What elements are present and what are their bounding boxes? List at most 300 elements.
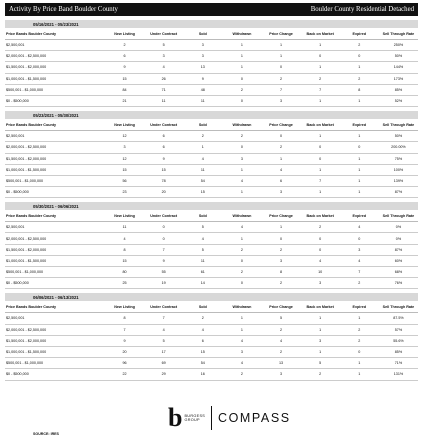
table-cell: 0 [340,346,379,357]
price-band-cell: $500,001 - $1,000,000 [5,358,105,369]
table-cell: 1 [222,51,261,62]
table-cell: 4 [222,222,261,233]
table-cell: 2 [105,40,144,51]
table-cell: 5 [183,244,222,255]
table-cell: 4 [183,324,222,335]
compass-logo: COMPASS [217,411,291,425]
table-cell: 9 [105,335,144,346]
logo-divider [211,406,212,430]
table-cell: 29 [144,369,183,380]
table-row [5,335,418,346]
table-cell: 13 [262,358,301,369]
group-line: GROUP [184,418,200,422]
table-cell: 10 [301,267,340,278]
table-cell: 1 [301,164,340,175]
table-cell: 1 [222,233,261,244]
column-header: Withdrawn [222,210,261,222]
table-row [5,164,418,175]
price-band-section [5,20,418,107]
table-cell: 1 [222,40,261,51]
table-cell: 19 [144,278,183,289]
table-cell: 3 [105,142,144,153]
price-band-cell: $2,500,001 [5,313,105,324]
table-cell: 4 [222,358,261,369]
table-cell: 69 [144,358,183,369]
table-cell: 1 [340,358,379,369]
table-cell: 4 [144,62,183,73]
table-cell: 50% [379,51,418,62]
table-cell: 4 [105,233,144,244]
column-header: Sell Through Rate [379,119,418,131]
table-cell: 100% [379,164,418,175]
table-cell: 15 [183,346,222,357]
price-band-cell: $1,500,001 - $2,000,000 [5,62,105,73]
column-header: Under Contract [144,301,183,313]
table-cell: 0 [222,255,261,266]
section-date-range: 05/23/2021 - 05/30/2021 [5,111,418,119]
table-cell: 16 [183,369,222,380]
table-cell: 20 [105,346,144,357]
table-cell: 4 [183,153,222,164]
table-cell: 2 [183,131,222,142]
price-band-cell: $1,000,001 - $1,500,000 [5,255,105,266]
table-cell: 0 [144,233,183,244]
table-cell: 17 [144,346,183,357]
table-cell: 2 [262,324,301,335]
table-cell: 4 [262,335,301,346]
brand-logo [168,400,298,436]
table-row [5,222,418,233]
table-cell: 71% [379,358,418,369]
source-note: SOURCE: IRES [33,432,59,436]
table-cell: 1 [301,313,340,324]
price-band-cell: $0 - $500,000 [5,187,105,198]
table-cell: 1 [340,153,379,164]
table-cell: 5 [301,358,340,369]
column-header: New Listing [105,301,144,313]
column-header: Sell Through Rate [379,301,418,313]
table-cell: 14 [183,278,222,289]
price-band-cell: $2,000,001 - $2,500,000 [5,142,105,153]
column-header: Withdrawn [222,28,261,40]
table-cell: 3 [262,369,301,380]
table-cell: 8 [262,267,301,278]
table-cell: 78 [144,175,183,186]
column-header: Price Change [262,28,301,40]
table-cell: 2 [301,222,340,233]
table-cell: 1 [262,40,301,51]
table-row [5,84,418,95]
table-row [5,51,418,62]
column-header: Withdrawn [222,301,261,313]
table-cell: 3 [222,153,261,164]
table-cell: 0 [301,142,340,153]
column-header: Expired [340,301,379,313]
price-band-cell: $1,500,001 - $2,000,000 [5,244,105,255]
table-cell: 1 [340,313,379,324]
table-cell: 131% [379,369,418,380]
table-cell: 4 [301,255,340,266]
title-bar [5,3,418,16]
table-cell: 0 [301,51,340,62]
table-cell: 1 [222,62,261,73]
table-cell: 3 [340,244,379,255]
table-cell: 11 [183,164,222,175]
table-cell: 7 [301,84,340,95]
table-header-row [5,210,418,222]
table-row [5,255,418,266]
table-cell: 13 [183,62,222,73]
table-cell: 15 [183,187,222,198]
table-cell: 0 [301,233,340,244]
table-row [5,369,418,380]
column-header: Back on Market [301,301,340,313]
table-row [5,358,418,369]
table-cell: 1 [301,62,340,73]
price-band-cell: $1,000,001 - $1,500,000 [5,346,105,357]
table-cell: 0 [262,62,301,73]
table-cell: 11 [183,255,222,266]
section-date-range: 05/16/2021 - 05/23/2021 [5,20,418,28]
price-band-cell: $1,000,001 - $1,500,000 [5,73,105,84]
price-band-cell: $0 - $500,000 [5,369,105,380]
table-cell: 4 [340,255,379,266]
report-subtitle: Boulder County Residential Detached [310,6,414,13]
table-cell: 5 [262,313,301,324]
table-cell: 3 [222,346,261,357]
table-row [5,153,418,164]
table-cell: 144% [379,62,418,73]
price-band-cell: $2,000,001 - $2,500,000 [5,51,105,62]
burgess-line: BURGESS [184,413,206,418]
column-header: Price Bands Boulder County [5,119,105,131]
activity-table [5,210,418,289]
table-cell: 11 [183,95,222,106]
table-cell: 54 [183,175,222,186]
table-cell: 2 [262,142,301,153]
table-cell: 2 [340,40,379,51]
table-cell: 87% [379,244,418,255]
table-cell: 56 [105,175,144,186]
column-header: Sell Through Rate [379,210,418,222]
price-band-cell: $0 - $500,000 [5,278,105,289]
activity-table [5,301,418,380]
table-cell: 52% [379,95,418,106]
price-band-cell: $2,000,001 - $2,500,000 [5,324,105,335]
table-cell: 0 [262,233,301,244]
report-page [5,3,418,381]
table-cell: 48 [183,84,222,95]
table-cell: 5 [144,335,183,346]
table-cell: 1 [183,142,222,153]
table-cell: 4 [340,222,379,233]
table-cell: 2 [262,278,301,289]
table-cell: 61 [183,267,222,278]
table-cell: 3 [144,51,183,62]
price-band-cell: $1,500,001 - $2,000,000 [5,153,105,164]
table-cell: 50% [379,131,418,142]
table-cell: 2 [301,369,340,380]
table-cell: 0 [340,51,379,62]
table-cell: 4 [183,233,222,244]
table-row [5,95,418,106]
column-header: Sold [183,119,222,131]
table-cell: 2 [262,244,301,255]
table-cell: 60% [379,255,418,266]
table-cell: 9 [105,62,144,73]
table-cell: 2 [262,346,301,357]
price-band-section [5,293,418,380]
table-cell: 1 [301,131,340,142]
table-cell: 20 [144,187,183,198]
price-band-cell: $2,000,001 - $2,500,000 [5,233,105,244]
column-header: New Listing [105,119,144,131]
price-band-cell: $500,001 - $1,000,000 [5,175,105,186]
table-cell: 1 [262,153,301,164]
table-cell: 1 [222,187,261,198]
table-cell: 2 [222,267,261,278]
table-cell: 2 [340,324,379,335]
burgess-logo-icon: b [168,403,183,432]
table-cell: 23 [105,187,144,198]
table-cell: 15 [105,73,144,84]
table-row [5,267,418,278]
table-cell: 12 [105,131,144,142]
table-cell: 68% [379,267,418,278]
table-cell: 1 [301,95,340,106]
table-cell: 15 [144,164,183,175]
table-cell: 1 [340,187,379,198]
table-cell: 2 [340,73,379,84]
table-cell: 1 [301,346,340,357]
table-cell: 25 [105,278,144,289]
column-header: Price Change [262,301,301,313]
table-cell: 3 [262,187,301,198]
table-header-row [5,119,418,131]
table-row [5,187,418,198]
table-header-row [5,28,418,40]
table-cell: 0 [222,73,261,84]
price-band-cell: $2,500,001 [5,40,105,51]
table-cell: 0 [222,142,261,153]
column-header: Price Bands Boulder County [5,210,105,222]
table-cell: 6 [144,142,183,153]
table-cell: 9 [144,255,183,266]
table-row [5,324,418,335]
table-cell: 7 [301,175,340,186]
column-header: Price Bands Boulder County [5,301,105,313]
table-row [5,313,418,324]
column-header: Expired [340,210,379,222]
column-header: Under Contract [144,210,183,222]
table-cell: 15 [105,164,144,175]
report-title: Activity By Price Band Boulder County [9,6,118,13]
column-header: Expired [340,28,379,40]
table-cell: 80 [105,267,144,278]
table-cell: 139% [379,175,418,186]
section-date-range: 05/30/2021 - 06/06/2021 [5,202,418,210]
table-cell: 54 [183,358,222,369]
table-cell: 0 [301,244,340,255]
table-cell: 1 [222,313,261,324]
table-cell: 250% [379,40,418,51]
table-cell: 1 [340,175,379,186]
table-cell: 2 [301,73,340,84]
table-row [5,244,418,255]
table-cell: 7 [262,84,301,95]
price-band-cell: $2,500,001 [5,222,105,233]
table-cell: 3 [262,255,301,266]
table-cell: 87.5% [379,313,418,324]
table-cell: 1 [262,222,301,233]
column-header: Under Contract [144,28,183,40]
table-cell: 87% [379,187,418,198]
table-cell: 0% [379,233,418,244]
table-cell: 4 [222,335,261,346]
table-cell: 0% [379,222,418,233]
table-row [5,62,418,73]
table-row [5,346,418,357]
table-cell: 1 [340,95,379,106]
column-header: Sold [183,210,222,222]
table-cell: 75% [379,153,418,164]
table-cell: 3 [301,335,340,346]
table-cell: 22 [105,369,144,380]
table-cell: 5 [183,222,222,233]
table-cell: 1 [222,324,261,335]
table-cell: 2 [222,244,261,255]
table-cell: 2 [340,335,379,346]
price-band-section [5,111,418,198]
activity-table [5,28,418,107]
section-date-range: 06/06/2021 - 06/13/2021 [5,293,418,301]
table-cell: 1 [301,187,340,198]
table-cell: 3 [301,278,340,289]
column-header: Withdrawn [222,119,261,131]
column-header: Sold [183,28,222,40]
table-cell: 2 [262,73,301,84]
table-cell: 55.6% [379,335,418,346]
table-cell: 173% [379,73,418,84]
table-cell: 0 [222,278,261,289]
table-cell: 2 [340,278,379,289]
column-header: Sell Through Rate [379,28,418,40]
table-cell: 4 [144,324,183,335]
table-cell: 6 [183,335,222,346]
table-cell: 9 [183,73,222,84]
table-cell: 6 [262,175,301,186]
table-cell: 0 [222,95,261,106]
column-header: New Listing [105,28,144,40]
price-band-cell: $500,001 - $1,000,000 [5,267,105,278]
activity-table [5,119,418,198]
table-row [5,73,418,84]
table-cell: 2 [222,369,261,380]
table-cell: 0 [340,142,379,153]
column-header: Price Change [262,210,301,222]
table-cell: 6 [105,51,144,62]
table-cell: 0 [144,222,183,233]
table-cell: 3 [262,95,301,106]
table-cell: 11 [105,222,144,233]
table-cell: 1 [340,369,379,380]
column-header: Under Contract [144,119,183,131]
table-cell: 4 [262,164,301,175]
table-cell: 1 [301,324,340,335]
table-cell: 26 [144,73,183,84]
column-header: New Listing [105,210,144,222]
table-cell: 2 [222,84,261,95]
table-cell: 7 [144,313,183,324]
table-cell: 7 [105,324,144,335]
table-cell: 1 [262,51,301,62]
column-header: Back on Market [301,210,340,222]
table-cell: 1 [340,131,379,142]
table-header-row [5,301,418,313]
table-row [5,40,418,51]
burgess-group-text [184,414,205,423]
table-cell: 0 [340,233,379,244]
table-cell: 200.00% [379,142,418,153]
table-cell: 2 [183,313,222,324]
column-header: Back on Market [301,119,340,131]
table-cell: 8 [105,313,144,324]
price-band-cell: $500,001 - $1,000,000 [5,84,105,95]
column-header: Expired [340,119,379,131]
table-cell: 6 [144,131,183,142]
table-cell: 3 [183,40,222,51]
table-cell: 1 [340,164,379,175]
table-cell: 1 [340,62,379,73]
table-cell: 8 [105,244,144,255]
table-cell: 8 [340,84,379,95]
table-cell: 0 [262,131,301,142]
table-cell: 7 [144,244,183,255]
column-header: Price Change [262,119,301,131]
table-row [5,142,418,153]
table-cell: 84 [105,84,144,95]
price-band-cell: $1,500,001 - $2,000,000 [5,335,105,346]
price-band-section [5,202,418,289]
table-cell: 96 [105,358,144,369]
table-cell: 71 [144,84,183,95]
table-row [5,233,418,244]
table-cell: 85% [379,346,418,357]
table-cell: 1 [222,164,261,175]
table-cell: 57% [379,324,418,335]
table-cell: 15 [105,255,144,266]
column-header: Price Bands Boulder County [5,28,105,40]
price-band-cell: $0 - $500,000 [5,95,105,106]
sections-container [5,20,418,381]
table-row [5,131,418,142]
column-header: Back on Market [301,28,340,40]
table-cell: 7 [340,267,379,278]
table-cell: 12 [105,153,144,164]
table-cell: 76% [379,278,418,289]
table-cell: 1 [301,40,340,51]
column-header: Sold [183,301,222,313]
table-cell: 5 [144,40,183,51]
table-cell: 9 [144,153,183,164]
table-cell: 85% [379,84,418,95]
table-cell: 4 [222,175,261,186]
table-cell: 0 [301,153,340,164]
price-band-cell: $2,500,001 [5,131,105,142]
table-row [5,175,418,186]
table-cell: 21 [105,95,144,106]
price-band-cell: $1,000,001 - $1,500,000 [5,164,105,175]
